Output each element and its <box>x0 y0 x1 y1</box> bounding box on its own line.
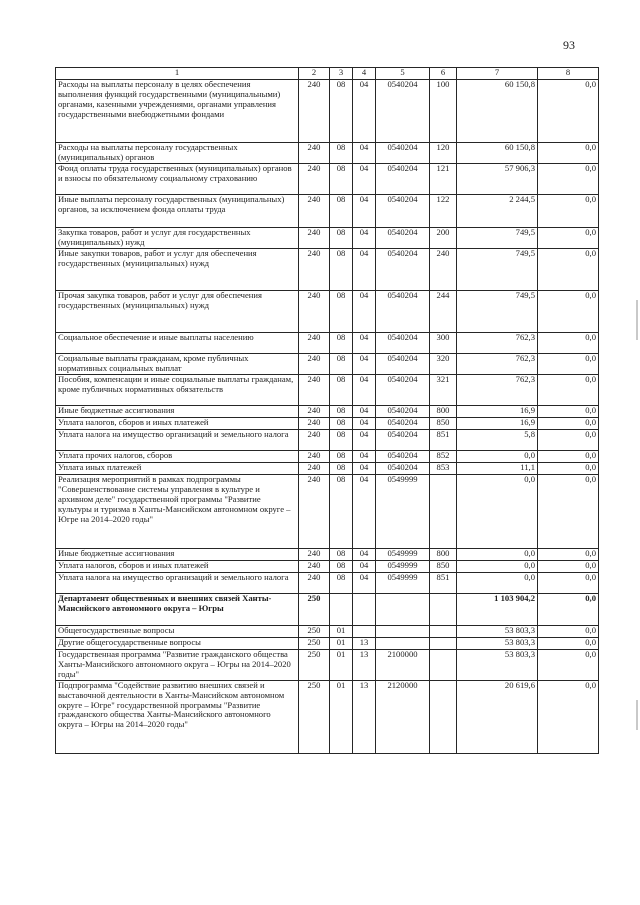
header-cell: 4 <box>353 68 376 80</box>
cell-c4: 04 <box>353 451 376 463</box>
cell-c3: 01 <box>330 680 353 753</box>
cell-c3: 08 <box>330 228 353 249</box>
cell-c8: 0,0 <box>538 333 599 354</box>
cell-c8: 0,0 <box>538 195 599 228</box>
cell-c7: 60 150,8 <box>457 80 538 143</box>
cell-c8: 0,0 <box>538 626 599 638</box>
header-cell: 8 <box>538 68 599 80</box>
cell-c2: 250 <box>299 680 330 753</box>
cell-c8: 0,0 <box>538 475 599 549</box>
cell-c8: 0,0 <box>538 573 599 594</box>
table-row <box>56 463 599 475</box>
cell-c4: 04 <box>353 406 376 418</box>
table-body <box>56 80 599 754</box>
cell-c5: 0540204 <box>376 228 430 249</box>
cell-c6: 800 <box>430 549 457 561</box>
table-row <box>56 594 599 626</box>
cell-c2: 240 <box>299 249 330 291</box>
header-cell: 1 <box>56 68 299 80</box>
cell-c5: 0540204 <box>376 143 430 164</box>
cell-c4: 04 <box>353 333 376 354</box>
cell-c8: 0,0 <box>538 80 599 143</box>
table-row <box>56 354 599 375</box>
cell-c5: 0540204 <box>376 430 430 451</box>
cell-c4 <box>353 594 376 626</box>
cell-desc: Расходы на выплаты персоналу в целях обеспечения выполнения функций государственными (муниципальными) органами, казенными учреждениями, органами управления государственными внебюджетными фондами <box>56 80 299 143</box>
cell-c6: 851 <box>430 573 457 594</box>
cell-desc: Уплата иных платежей <box>56 463 299 475</box>
cell-c6: 852 <box>430 451 457 463</box>
cell-c6: 200 <box>430 228 457 249</box>
cell-desc: Общегосударственные вопросы <box>56 626 299 638</box>
cell-c4: 04 <box>353 549 376 561</box>
cell-c3: 08 <box>330 354 353 375</box>
cell-c2: 240 <box>299 164 330 195</box>
cell-c7: 11,1 <box>457 463 538 475</box>
cell-c5: 0540204 <box>376 451 430 463</box>
cell-c6: 244 <box>430 291 457 333</box>
cell-c2: 250 <box>299 638 330 650</box>
cell-c2: 250 <box>299 626 330 638</box>
table-row <box>56 291 599 333</box>
table-row <box>56 375 599 406</box>
cell-c7: 749,5 <box>457 291 538 333</box>
cell-c5: 0540204 <box>376 195 430 228</box>
cell-c7: 0,0 <box>457 475 538 549</box>
cell-c3: 01 <box>330 626 353 638</box>
cell-c5: 0549999 <box>376 549 430 561</box>
cell-c3: 01 <box>330 650 353 681</box>
cell-c4: 04 <box>353 463 376 475</box>
cell-c7: 53 803,3 <box>457 626 538 638</box>
cell-c2: 240 <box>299 333 330 354</box>
cell-c8: 0,0 <box>538 561 599 573</box>
cell-c2: 240 <box>299 375 330 406</box>
cell-c8: 0,0 <box>538 430 599 451</box>
cell-c5 <box>376 626 430 638</box>
cell-c7: 749,5 <box>457 228 538 249</box>
cell-c2: 240 <box>299 80 330 143</box>
cell-c4: 04 <box>353 291 376 333</box>
cell-c6: 300 <box>430 333 457 354</box>
cell-desc: Прочая закупка товаров, работ и услуг для обеспечения государственных (муниципальных) нужд <box>56 291 299 333</box>
cell-c5: 2100000 <box>376 650 430 681</box>
cell-c5 <box>376 638 430 650</box>
cell-desc: Закупка товаров, работ и услуг для государственных (муниципальных) нужд <box>56 228 299 249</box>
cell-c2: 240 <box>299 573 330 594</box>
cell-c6 <box>430 626 457 638</box>
cell-c3: 08 <box>330 406 353 418</box>
cell-c4: 04 <box>353 418 376 430</box>
cell-c5: 0540204 <box>376 418 430 430</box>
cell-c5 <box>376 594 430 626</box>
cell-c3: 08 <box>330 549 353 561</box>
cell-c7: 53 803,3 <box>457 650 538 681</box>
cell-c3: 08 <box>330 164 353 195</box>
cell-c7: 20 619,6 <box>457 680 538 753</box>
cell-c5: 0549999 <box>376 475 430 549</box>
cell-c5: 0549999 <box>376 573 430 594</box>
cell-c7: 0,0 <box>457 451 538 463</box>
cell-c6: 120 <box>430 143 457 164</box>
cell-c4: 13 <box>353 638 376 650</box>
cell-c3: 08 <box>330 475 353 549</box>
cell-c8: 0,0 <box>538 418 599 430</box>
cell-c5: 0540204 <box>376 80 430 143</box>
cell-c6: 121 <box>430 164 457 195</box>
cell-c4: 04 <box>353 80 376 143</box>
cell-c3: 08 <box>330 249 353 291</box>
cell-desc: Реализация мероприятий в рамках подпрограммы "Совершенствование системы управления в культуре и архивном деле" государственной программы "Развитие культуры и туризма в Ханты-Мансийском автономном округе – Югре на 2014–2020 годы" <box>56 475 299 549</box>
cell-c8: 0,0 <box>538 228 599 249</box>
cell-c2: 240 <box>299 418 330 430</box>
cell-c7: 762,3 <box>457 333 538 354</box>
cell-c4: 04 <box>353 143 376 164</box>
cell-desc: Иные выплаты персоналу государственных (муниципальных) органов, за исключением фонда оплаты труда <box>56 195 299 228</box>
cell-c8: 0,0 <box>538 249 599 291</box>
table-row <box>56 475 599 549</box>
cell-c5: 0540204 <box>376 333 430 354</box>
table-row <box>56 406 599 418</box>
cell-c5: 0549999 <box>376 561 430 573</box>
cell-c5: 0540204 <box>376 463 430 475</box>
cell-c3: 08 <box>330 463 353 475</box>
cell-c3: 08 <box>330 333 353 354</box>
cell-c2: 240 <box>299 475 330 549</box>
cell-c3: 08 <box>330 195 353 228</box>
cell-c7: 762,3 <box>457 354 538 375</box>
cell-c5: 2120000 <box>376 680 430 753</box>
cell-c7: 0,0 <box>457 561 538 573</box>
table-row <box>56 626 599 638</box>
cell-c6: 850 <box>430 418 457 430</box>
table-row <box>56 418 599 430</box>
cell-c4: 04 <box>353 195 376 228</box>
cell-desc: Фонд оплаты труда государственных (муниципальных) органов и взносы по обязательному социальному страхованию <box>56 164 299 195</box>
table-row <box>56 80 599 143</box>
cell-c6 <box>430 475 457 549</box>
cell-c3 <box>330 594 353 626</box>
table-row <box>56 638 599 650</box>
cell-c5: 0540204 <box>376 164 430 195</box>
cell-c3: 08 <box>330 80 353 143</box>
cell-c3: 08 <box>330 451 353 463</box>
cell-c2: 240 <box>299 406 330 418</box>
table-row <box>56 650 599 681</box>
budget-table <box>55 67 599 754</box>
cell-c3: 08 <box>330 573 353 594</box>
table-row <box>56 333 599 354</box>
cell-c5: 0540204 <box>376 406 430 418</box>
cell-c3: 08 <box>330 418 353 430</box>
cell-c4: 04 <box>353 430 376 451</box>
cell-c6: 800 <box>430 406 457 418</box>
cell-c6: 122 <box>430 195 457 228</box>
cell-c7: 5,8 <box>457 430 538 451</box>
cell-c8: 0,0 <box>538 143 599 164</box>
header-cell: 7 <box>457 68 538 80</box>
cell-c4: 04 <box>353 228 376 249</box>
cell-c3: 01 <box>330 638 353 650</box>
page-number: 93 <box>563 38 575 52</box>
cell-desc: Департамент общественных и внешних связей Ханты-Мансийского автономного округа – Югры <box>56 594 299 626</box>
cell-c2: 240 <box>299 143 330 164</box>
cell-c6: 851 <box>430 430 457 451</box>
header-cell: 6 <box>430 68 457 80</box>
cell-desc: Уплата налогов, сборов и иных платежей <box>56 418 299 430</box>
table-row <box>56 430 599 451</box>
cell-c8: 0,0 <box>538 650 599 681</box>
cell-c4: 04 <box>353 475 376 549</box>
cell-c2: 250 <box>299 650 330 681</box>
cell-c7: 16,9 <box>457 418 538 430</box>
scan-edge-mark <box>636 300 638 340</box>
cell-c8: 0,0 <box>538 549 599 561</box>
cell-desc: Уплата налогов, сборов и иных платежей <box>56 561 299 573</box>
cell-desc: Подпрограмма "Содействие развитию внешних связей и выставочной деятельности в Ханты-Мансийском автономном округе – Югре" государственной программы "Развитие гражданского общества Ханты-Мансийского автономного округа – Югры на 2014–2020 годы" <box>56 680 299 753</box>
cell-desc: Уплата налога на имущество организаций и земельного налога <box>56 430 299 451</box>
cell-c2: 240 <box>299 561 330 573</box>
cell-c8: 0,0 <box>538 354 599 375</box>
cell-c2: 240 <box>299 195 330 228</box>
table-row <box>56 573 599 594</box>
cell-c2: 240 <box>299 463 330 475</box>
cell-c7: 16,9 <box>457 406 538 418</box>
cell-c2: 240 <box>299 228 330 249</box>
table-row <box>56 549 599 561</box>
cell-c6: 850 <box>430 561 457 573</box>
cell-c6: 320 <box>430 354 457 375</box>
table-row <box>56 451 599 463</box>
cell-c8: 0,0 <box>538 638 599 650</box>
cell-c3: 08 <box>330 291 353 333</box>
cell-c8: 0,0 <box>538 375 599 406</box>
table-row <box>56 249 599 291</box>
cell-c8: 0,0 <box>538 406 599 418</box>
cell-c5: 0540204 <box>376 249 430 291</box>
cell-c2: 240 <box>299 549 330 561</box>
cell-c4: 04 <box>353 573 376 594</box>
cell-c8: 0,0 <box>538 594 599 626</box>
cell-desc: Иные бюджетные ассигнования <box>56 406 299 418</box>
cell-c7: 0,0 <box>457 573 538 594</box>
cell-desc: Расходы на выплаты персоналу государственных (муниципальных) органов <box>56 143 299 164</box>
cell-c3: 08 <box>330 561 353 573</box>
cell-c4: 13 <box>353 650 376 681</box>
cell-c6 <box>430 650 457 681</box>
cell-c3: 08 <box>330 375 353 406</box>
cell-c4: 13 <box>353 680 376 753</box>
cell-c8: 0,0 <box>538 164 599 195</box>
cell-c7: 0,0 <box>457 549 538 561</box>
cell-c7: 1 103 904,2 <box>457 594 538 626</box>
cell-c7: 57 906,3 <box>457 164 538 195</box>
cell-c5: 0540204 <box>376 354 430 375</box>
cell-c6: 853 <box>430 463 457 475</box>
cell-c6: 240 <box>430 249 457 291</box>
cell-c4: 04 <box>353 164 376 195</box>
cell-c4: 04 <box>353 249 376 291</box>
cell-c2: 240 <box>299 430 330 451</box>
cell-desc: Уплата прочих налогов, сборов <box>56 451 299 463</box>
cell-c2: 240 <box>299 451 330 463</box>
cell-c8: 0,0 <box>538 680 599 753</box>
table-row <box>56 561 599 573</box>
cell-c5: 0540204 <box>376 291 430 333</box>
cell-c3: 08 <box>330 430 353 451</box>
cell-c7: 2 244,5 <box>457 195 538 228</box>
cell-c8: 0,0 <box>538 463 599 475</box>
cell-c4: 04 <box>353 354 376 375</box>
cell-c4 <box>353 626 376 638</box>
cell-c7: 53 803,3 <box>457 638 538 650</box>
cell-desc: Пособия, компенсации и иные социальные выплаты гражданам, кроме публичных нормативных обязательств <box>56 375 299 406</box>
cell-desc: Иные закупки товаров, работ и услуг для обеспечения государственных (муниципальных) нужд <box>56 249 299 291</box>
cell-c6: 100 <box>430 80 457 143</box>
cell-c2: 240 <box>299 291 330 333</box>
cell-desc: Уплата налога на имущество организаций и земельного налога <box>56 573 299 594</box>
cell-desc: Социальное обеспечение и иные выплаты населению <box>56 333 299 354</box>
cell-c6: 321 <box>430 375 457 406</box>
cell-c2: 240 <box>299 354 330 375</box>
cell-c7: 60 150,8 <box>457 143 538 164</box>
table-row <box>56 680 599 753</box>
header-row <box>56 68 599 80</box>
header-cell: 5 <box>376 68 430 80</box>
cell-c6 <box>430 638 457 650</box>
scan-edge-mark <box>636 700 638 730</box>
cell-c2: 250 <box>299 594 330 626</box>
cell-c3: 08 <box>330 143 353 164</box>
cell-desc: Социальные выплаты гражданам, кроме публичных нормативных социальных выплат <box>56 354 299 375</box>
cell-c7: 762,3 <box>457 375 538 406</box>
cell-c7: 749,5 <box>457 249 538 291</box>
cell-c6 <box>430 680 457 753</box>
cell-desc: Другие общегосударственные вопросы <box>56 638 299 650</box>
cell-c4: 04 <box>353 375 376 406</box>
table-row <box>56 195 599 228</box>
header-cell: 3 <box>330 68 353 80</box>
cell-c8: 0,0 <box>538 451 599 463</box>
cell-c8: 0,0 <box>538 291 599 333</box>
header-cell: 2 <box>299 68 330 80</box>
cell-c4: 04 <box>353 561 376 573</box>
table-row <box>56 228 599 249</box>
table-row <box>56 164 599 195</box>
cell-c5: 0540204 <box>376 375 430 406</box>
cell-desc: Государственная программа "Развитие гражданского общества Ханты-Мансийского автономного округа – Югры на 2014–2020 годы" <box>56 650 299 681</box>
table-row <box>56 143 599 164</box>
cell-c6 <box>430 594 457 626</box>
cell-desc: Иные бюджетные ассигнования <box>56 549 299 561</box>
